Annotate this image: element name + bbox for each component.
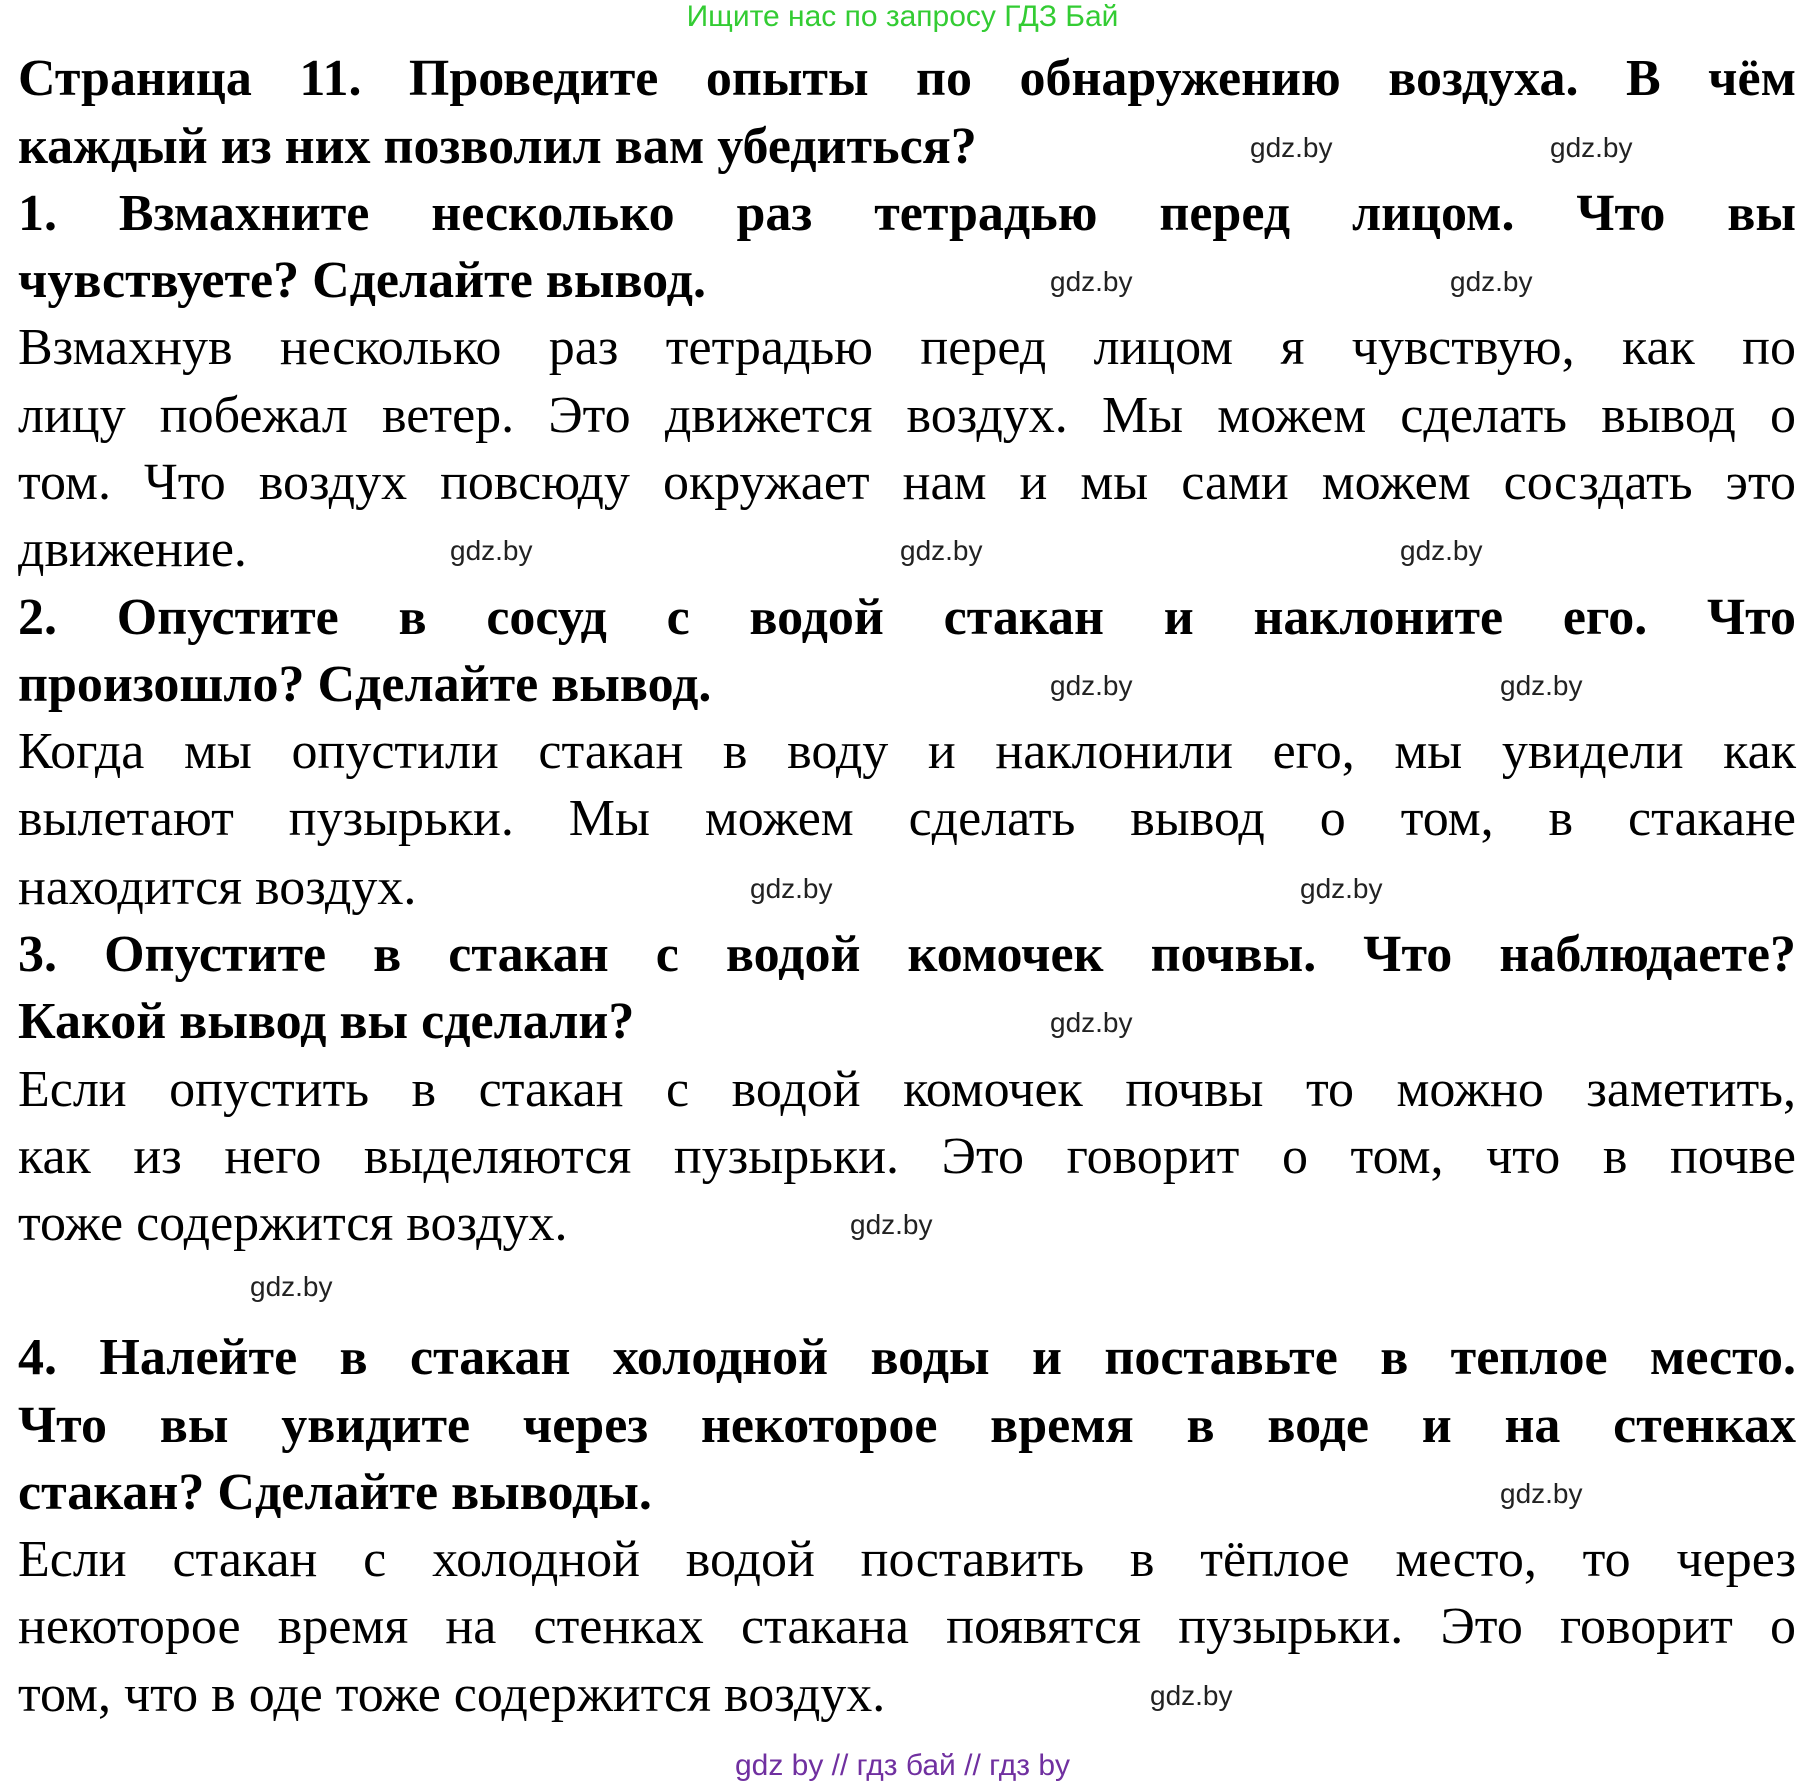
answer-line: как из него выделяются пузырьки. Это говорит о том, что в почве bbox=[18, 1128, 1796, 1185]
answer-line: тоже содержится воздух. bbox=[18, 1195, 568, 1252]
watermark-text: gdz.by bbox=[450, 535, 533, 566]
watermark-text: gdz.by bbox=[750, 873, 833, 904]
watermark-text: gdz.by bbox=[1050, 670, 1133, 701]
answer-line: движение. bbox=[18, 521, 247, 578]
question-line: 2. Опустите в сосуд с водой стакан и наклоните его. Что bbox=[18, 589, 1796, 646]
question-line: Какой вывод вы сделали? bbox=[18, 993, 635, 1050]
question-line: каждый из них позволил вам убедиться? bbox=[18, 118, 977, 175]
answer-line: Взмахнув несколько раз тетрадью перед лицом я чувствую, как по bbox=[18, 319, 1796, 376]
question-line: Что вы увидите через некоторое время в воде и на стенках bbox=[18, 1397, 1796, 1454]
watermark-text: gdz.by bbox=[250, 1271, 333, 1302]
question-line: произошло? Сделайте вывод. bbox=[18, 656, 712, 713]
watermark-text: gdz.by bbox=[1150, 1680, 1233, 1711]
question-line: стакан? Сделайте выводы. bbox=[18, 1464, 652, 1521]
watermark-text: gdz.by bbox=[1050, 266, 1133, 297]
question-line: 1. Взмахните несколько раз тетрадью перед лицом. Что вы bbox=[18, 185, 1796, 242]
watermark-text: gdz.by bbox=[1450, 266, 1533, 297]
answer-line: вылетают пузырьки. Мы можем сделать вывод о том, в стакане bbox=[18, 790, 1796, 847]
answer-line: Если стакан с холодной водой поставить в тёплое место, то через bbox=[18, 1531, 1796, 1588]
footer-links: gdz by // гдз бай // гдз by bbox=[734, 1749, 1071, 1782]
answer-line: том, что в оде тоже содержится воздух. bbox=[18, 1666, 886, 1723]
answer-line: Когда мы опустили стакан в воду и наклонили его, мы увидели как bbox=[18, 723, 1796, 780]
watermark-text: gdz.by bbox=[1400, 535, 1483, 566]
answer-line: Если опустить в стакан с водой комочек почвы то можно заметить, bbox=[18, 1061, 1796, 1118]
watermark-text: gdz.by bbox=[1500, 1478, 1583, 1509]
question-line: Страница 11. Проведите опыты по обнаружению воздуха. В чём bbox=[18, 50, 1796, 107]
question-line: 4. Налейте в стакан холодной воды и поставьте в теплое место. bbox=[18, 1329, 1796, 1386]
answer-line: некоторое время на стенках стакана появятся пузырьки. Это говорит о bbox=[18, 1598, 1796, 1655]
header-banner: Ищите нас по запросу ГДЗ Бай bbox=[686, 0, 1119, 33]
watermark-text: gdz.by bbox=[1050, 1007, 1133, 1038]
watermark-text: gdz.by bbox=[1500, 670, 1583, 701]
watermark-text: gdz.by bbox=[850, 1209, 933, 1240]
watermark-text: gdz.by bbox=[1250, 132, 1333, 163]
answer-line: лицу побежал ветер. Это движется воздух. Мы можем сделать вывод о bbox=[18, 387, 1796, 444]
watermark-text: gdz.by bbox=[1300, 873, 1383, 904]
question-line: чувствуете? Сделайте вывод. bbox=[18, 252, 706, 309]
answer-line: том. Что воздух повсюду окружает нам и мы сами можем сосздать это bbox=[18, 454, 1796, 511]
watermark-text: gdz.by bbox=[1550, 132, 1633, 163]
watermark-text: gdz.by bbox=[900, 535, 983, 566]
answer-line: находится воздух. bbox=[18, 859, 417, 916]
question-line: 3. Опустите в стакан с водой комочек почвы. Что наблюдаете? bbox=[18, 926, 1796, 983]
